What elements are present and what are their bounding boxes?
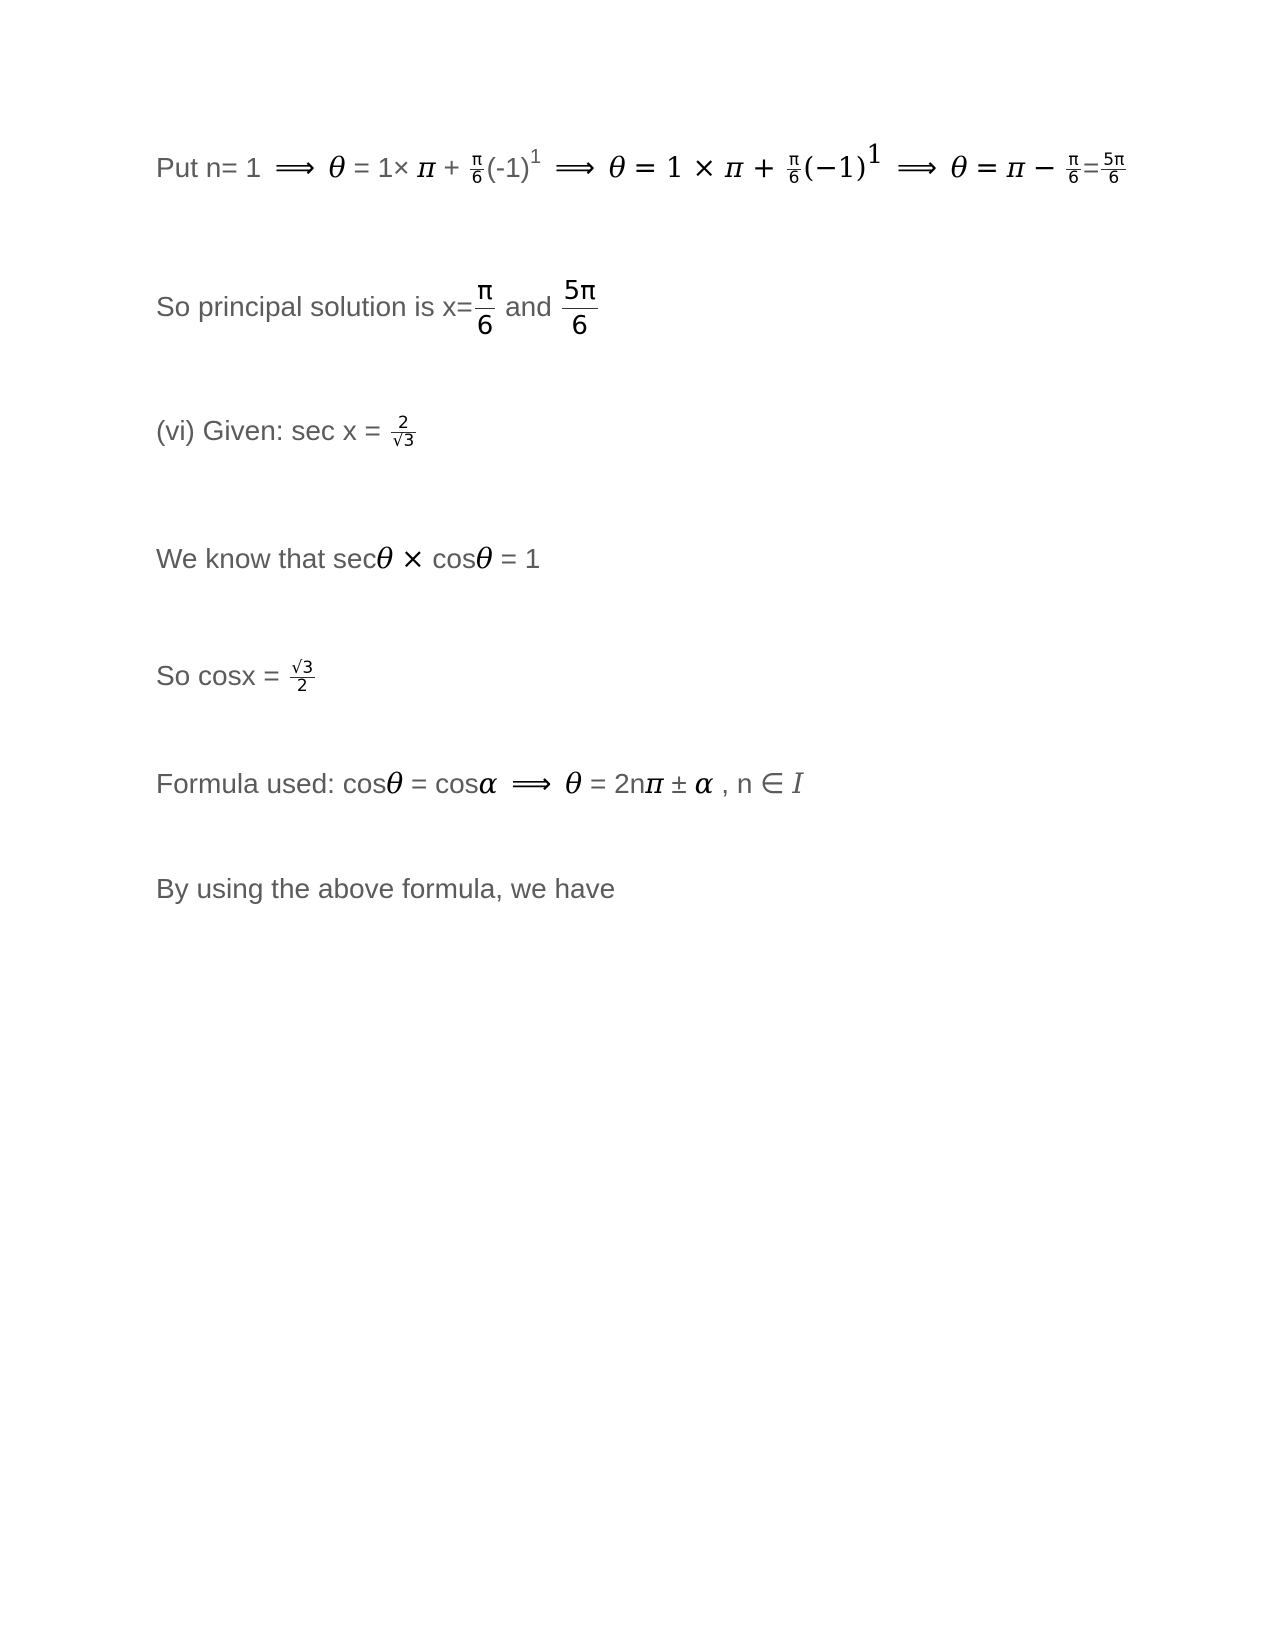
alpha-symbol: α: [694, 767, 714, 800]
plus-sign-b: +: [743, 150, 785, 184]
line-principal-solution: [156, 278, 600, 339]
formula-used-text: Formula used: cos: [156, 768, 387, 799]
theta-symbol: θ: [950, 150, 968, 184]
fraction-numerator: π: [475, 278, 496, 309]
line-put-n-equals-1: [156, 139, 1128, 188]
implies-arrow: ⟹: [554, 150, 596, 184]
line-by-using-formula: [156, 875, 615, 903]
line-given-sec-x: [156, 415, 418, 450]
fraction-root3-over-2: [290, 660, 316, 695]
neg-one-power-b: (−1): [803, 150, 867, 184]
theta-symbol: θ: [475, 542, 493, 575]
fraction-pi-over-6: [475, 278, 496, 339]
we-know-text: We know that sec: [156, 543, 377, 574]
fraction-numerator: π: [787, 152, 802, 170]
fraction-2-over-root3: [391, 415, 417, 450]
equals-one: = 1: [500, 543, 541, 574]
fraction-denominator: √3: [392, 431, 415, 451]
given-text: (vi) Given: sec x =: [156, 414, 381, 446]
equals-sign: =: [975, 150, 999, 184]
cos-text: cos: [432, 543, 476, 574]
equals-2n-text: = 2n: [589, 768, 646, 799]
fraction-numerator: π: [470, 152, 485, 170]
fraction-pi-over-6-b: [787, 152, 802, 187]
fraction-denominator: 2: [296, 676, 308, 696]
pi-symbol: π: [1006, 150, 1026, 184]
fraction-pi-over-6-c: [1066, 152, 1081, 187]
equals-sign: =: [1082, 151, 1100, 183]
implies-arrow: ⟹: [274, 150, 316, 184]
theta-symbol: θ: [328, 150, 346, 184]
fraction-denominator: 6: [788, 168, 800, 188]
one-times: 1×: [377, 151, 410, 183]
fraction-numerator: π: [1066, 152, 1081, 170]
by-using-text: By using the above formula, we have: [156, 873, 616, 904]
implies-arrow: ⟹: [511, 767, 552, 800]
plus-sign: +: [443, 151, 460, 183]
put-n-text: Put n= 1: [156, 151, 262, 183]
exponent-b: 1: [866, 139, 884, 170]
fraction-numerator: √3: [291, 658, 314, 678]
fraction-pi-over-6: [470, 152, 485, 187]
fraction-denominator: 6: [476, 311, 494, 341]
pi-symbol: π: [645, 767, 664, 800]
fraction-numerator: 5π: [1103, 150, 1125, 170]
theta-symbol: θ: [565, 767, 583, 800]
pi-symbol: π: [724, 150, 744, 184]
n-in-text: , n ∈: [721, 768, 785, 799]
neg-one-power: (-1): [486, 151, 530, 183]
principal-solution-text: So principal solution is x=: [156, 290, 473, 322]
fraction-denominator: 6: [571, 311, 588, 341]
exponent: 1: [530, 145, 542, 168]
fraction-5pi-over-6: [1101, 152, 1126, 187]
plus-minus-sign: ±: [671, 768, 687, 799]
fraction-numerator: 5π: [562, 278, 598, 309]
and-text: and: [505, 290, 552, 322]
line-sec-times-cos: [156, 542, 541, 575]
fraction-denominator: 6: [471, 168, 483, 188]
implies-arrow: ⟹: [896, 150, 937, 184]
one-times-b: = 1 ×: [633, 150, 725, 184]
alpha-symbol: α: [478, 767, 498, 800]
equals-cos-text: = cos: [410, 768, 479, 799]
times-sign: ×: [401, 542, 425, 575]
fraction-numerator: 2: [391, 415, 417, 433]
line-so-cosx: [156, 660, 317, 695]
line-formula-used: [156, 767, 804, 800]
theta-symbol: θ: [386, 767, 404, 800]
pi-symbol: π: [417, 150, 436, 184]
theta-symbol: θ: [608, 150, 626, 184]
so-cosx-text: So cosx =: [156, 659, 280, 691]
equals-sign: =: [353, 151, 370, 183]
integer-set-symbol: I: [792, 767, 804, 800]
fraction-denominator: 6: [1108, 168, 1120, 188]
fraction-denominator: 6: [1068, 168, 1079, 188]
minus-sign: −: [1032, 150, 1057, 184]
theta-symbol: θ: [376, 542, 394, 575]
fraction-5pi-over-6: [562, 278, 598, 339]
